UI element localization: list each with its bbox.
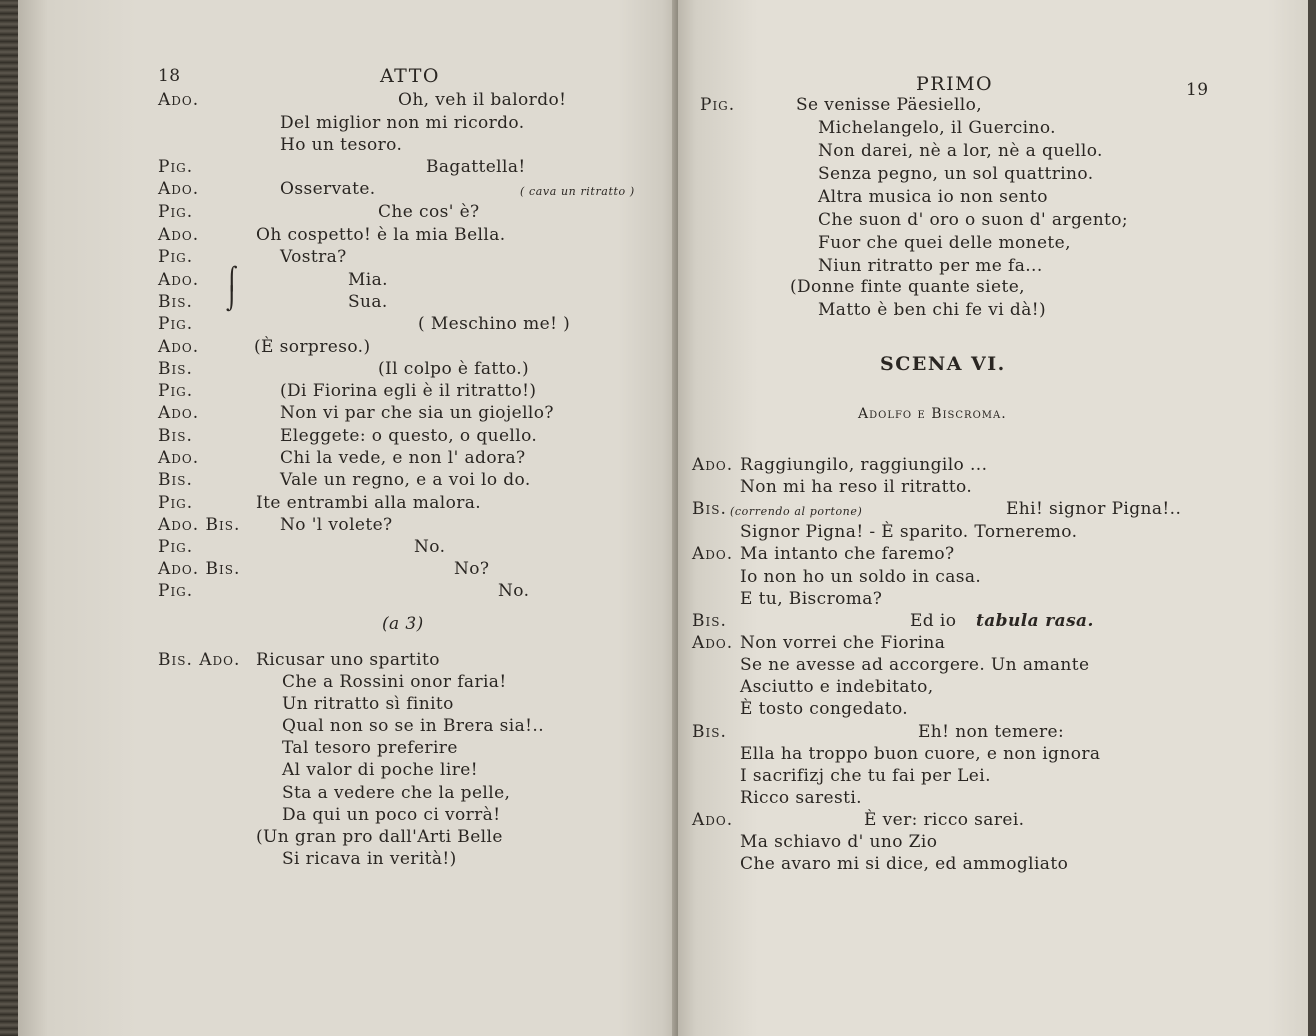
ensemble-marker: (a 3) bbox=[382, 614, 424, 634]
verse-line: Eh! non temere: bbox=[918, 722, 1065, 742]
speaker-label: Pig. bbox=[158, 537, 194, 557]
page-number-left: 18 bbox=[158, 66, 181, 86]
verse-line: Ma intanto che faremo? bbox=[740, 544, 955, 564]
verse-line: (È sorpreso.) bbox=[254, 337, 371, 357]
verse-line: Sta a vedere che la pelle, bbox=[282, 783, 511, 803]
verse-line: Ricusar uno spartito bbox=[256, 650, 440, 670]
speaker-label: Ado. bbox=[158, 179, 200, 199]
page-number-right: 19 bbox=[1186, 80, 1209, 100]
verse-line: Io non ho un soldo in casa. bbox=[740, 567, 982, 587]
verse-line: Chi la vede, e non l' adora? bbox=[280, 448, 526, 468]
verse-line: Un ritratto sì finito bbox=[282, 694, 454, 714]
verse-line: Che cos' è? bbox=[378, 202, 480, 222]
speaker-label: Pig. bbox=[158, 493, 194, 513]
scene-characters: Adolfo e Biscroma. bbox=[858, 406, 1007, 422]
verse-line: Del miglior non mi ricordo. bbox=[280, 113, 525, 133]
verse-line: (Il colpo è fatto.) bbox=[378, 359, 530, 379]
verse-line: Oh cospetto! è la mia Bella. bbox=[256, 225, 506, 245]
verse-line: Osservate. bbox=[280, 179, 376, 199]
verse-line: Che avaro mi si dice, ed ammogliato bbox=[740, 854, 1069, 874]
verse-line: Eleggete: o questo, o quello. bbox=[280, 426, 538, 446]
verse-line: Vale un regno, e a voi lo do. bbox=[280, 470, 531, 490]
verse-line: Oh, veh il balordo! bbox=[398, 90, 567, 110]
speaker-label: Ado. bbox=[692, 810, 734, 830]
speaker-label: Ado. bbox=[158, 270, 200, 290]
scene-title: SCENA VI. bbox=[880, 353, 1006, 375]
speaker-label: Ado. bbox=[158, 90, 200, 110]
verse-line: No? bbox=[454, 559, 490, 579]
verse-line: Raggiungilo, raggiungilo ... bbox=[740, 455, 988, 475]
verse-line: Non mi ha reso il ritratto. bbox=[740, 477, 973, 497]
verse-line: I sacrifizj che tu fai per Lei. bbox=[740, 766, 991, 786]
brace-bottom: ⌡ bbox=[226, 287, 238, 312]
verse-line: Ed io bbox=[910, 611, 957, 631]
speaker-label: Ado. bbox=[692, 455, 734, 475]
speaker-label: Ado. Bis. bbox=[158, 515, 241, 535]
speaker-label: Pig. bbox=[158, 247, 194, 267]
verse-line: Che a Rossini onor faria! bbox=[282, 672, 507, 692]
verse-line: Signor Pigna! - È sparito. Torneremo. bbox=[740, 522, 1078, 542]
speaker-label: Bis. bbox=[158, 359, 193, 379]
verse-line: Bagattella! bbox=[426, 157, 526, 177]
verse-line: Niun ritratto per me fa... bbox=[818, 256, 1043, 276]
verse-line: (Donne finte quante siete, bbox=[790, 277, 1025, 297]
verse-line: Ho un tesoro. bbox=[280, 135, 403, 155]
verse-line: (Un gran pro dall'Arti Belle bbox=[256, 827, 503, 847]
verse-line: Da qui un poco ci vorrà! bbox=[282, 805, 501, 825]
speaker-label: Pig. bbox=[700, 95, 736, 115]
verse-line: Sua. bbox=[348, 292, 388, 312]
speaker-label: Pig. bbox=[158, 314, 194, 334]
verse-line: Non vi par che sia un giojello? bbox=[280, 403, 554, 423]
verse-line: Michelangelo, il Guercino. bbox=[818, 118, 1056, 138]
stage-direction: (correndo al portone) bbox=[730, 505, 863, 518]
speaker-label: Bis. bbox=[692, 499, 727, 519]
verse-line: Senza pegno, un sol quattrino. bbox=[818, 164, 1094, 184]
verse-line: È tosto congedato. bbox=[740, 699, 909, 719]
speaker-label: Bis. bbox=[158, 292, 193, 312]
verse-line: (Di Fiorina egli è il ritratto!) bbox=[280, 381, 537, 401]
verse-line: Ite entrambi alla malora. bbox=[256, 493, 482, 513]
verse-line: Matto è ben chi fe vi dà!) bbox=[818, 300, 1046, 320]
verse-line: No. bbox=[498, 581, 530, 601]
verse-line: Si ricava in verità!) bbox=[282, 849, 457, 869]
verse-line: Non darei, nè a lor, nè a quello. bbox=[818, 141, 1103, 161]
page-header-left: ATTO bbox=[380, 65, 440, 87]
verse-line: Qual non so se in Brera sia!.. bbox=[282, 716, 545, 736]
verse-line: Vostra? bbox=[280, 247, 347, 267]
page-header-right: PRIMO bbox=[916, 73, 994, 95]
speaker-label: Bis. bbox=[158, 470, 193, 490]
verse-line: No. bbox=[414, 537, 446, 557]
speaker-label: Bis. Ado. bbox=[158, 650, 241, 670]
speaker-label: Pig. bbox=[158, 202, 194, 222]
verse-line: Asciutto e indebitato, bbox=[740, 677, 934, 697]
speaker-label: Bis. bbox=[692, 722, 727, 742]
verse-line: No 'l volete? bbox=[280, 515, 393, 535]
book-edge bbox=[0, 0, 18, 1036]
verse-line: Se venisse Päesiello, bbox=[796, 95, 983, 115]
speaker-label: Ado. Bis. bbox=[158, 559, 241, 579]
verse-line: Fuor che quei delle monete, bbox=[818, 233, 1071, 253]
speaker-label: Pig. bbox=[158, 581, 194, 601]
speaker-label: Pig. bbox=[158, 157, 194, 177]
speaker-label: Ado. bbox=[692, 544, 734, 564]
verse-line: E tu, Biscroma? bbox=[740, 589, 883, 609]
verse-line: È ver: ricco sarei. bbox=[864, 810, 1025, 830]
verse-line: Che suon d' oro o suon d' argento; bbox=[818, 210, 1129, 230]
speaker-label: Pig. bbox=[158, 381, 194, 401]
verse-line: Mia. bbox=[348, 270, 388, 290]
speaker-label: Bis. bbox=[158, 426, 193, 446]
verse-line: Tal tesoro preferire bbox=[282, 738, 458, 758]
brace-top: ⌠ bbox=[226, 267, 238, 292]
speaker-label: Ado. bbox=[158, 448, 200, 468]
verse-line: Ma schiavo d' uno Zio bbox=[740, 832, 938, 852]
verse-line: ( Meschino me! ) bbox=[418, 314, 571, 334]
italic-phrase: tabula rasa. bbox=[976, 611, 1094, 631]
right-page bbox=[678, 0, 1308, 1036]
speaker-label: Ado. bbox=[692, 633, 734, 653]
verse-line: Altra musica io non sento bbox=[818, 187, 1048, 207]
verse-line: Al valor di poche lire! bbox=[282, 760, 478, 780]
left-page bbox=[18, 0, 678, 1036]
verse-line: Non vorrei che Fiorina bbox=[740, 633, 946, 653]
speaker-label: Ado. bbox=[158, 225, 200, 245]
speaker-label: Ado. bbox=[158, 337, 200, 357]
stage-direction: ( cava un ritratto ) bbox=[520, 185, 635, 198]
verse-line: Ehi! signor Pigna!.. bbox=[1006, 499, 1182, 519]
verse-line: Ella ha troppo buon cuore, e non ignora bbox=[740, 744, 1101, 764]
verse-line: Ricco saresti. bbox=[740, 788, 862, 808]
verse-line: Se ne avesse ad accorgere. Un amante bbox=[740, 655, 1090, 675]
speaker-label: Bis. bbox=[692, 611, 727, 631]
speaker-label: Ado. bbox=[158, 403, 200, 423]
